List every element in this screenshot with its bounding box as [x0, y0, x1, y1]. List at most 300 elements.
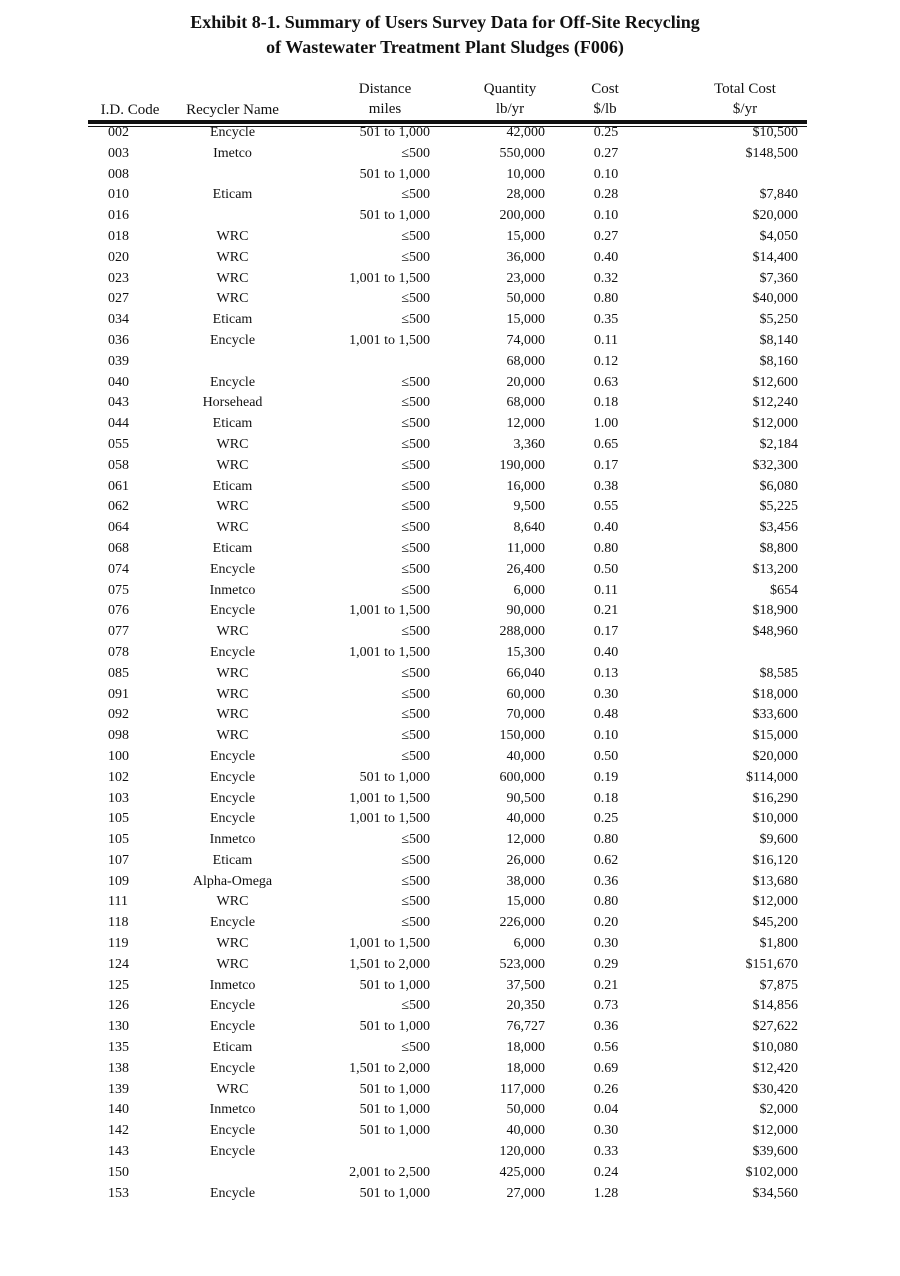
- cell-cost: 0.50: [593, 748, 619, 764]
- cell-quantity: 70,000: [506, 707, 545, 723]
- cell-recycler-name: WRC: [216, 291, 249, 307]
- cell-distance: 1,001 to 1,500: [349, 790, 430, 806]
- cell-id-code: 078: [108, 644, 129, 660]
- cell-distance: ≤500: [401, 852, 430, 868]
- cell-distance: ≤500: [401, 873, 430, 889]
- cell-distance: ≤500: [401, 582, 430, 598]
- cell-cost: 0.36: [593, 1019, 619, 1035]
- cell-cost: 0.55: [593, 499, 619, 515]
- cell-id-code: 023: [108, 270, 129, 286]
- cell-distance: ≤500: [401, 520, 430, 536]
- cell-recycler-name: WRC: [216, 436, 249, 452]
- cell-id-code: 044: [108, 416, 129, 432]
- cell-total-cost: $15,000: [752, 728, 798, 744]
- table-row: [0, 393, 900, 414]
- cell-cost: 0.30: [593, 936, 619, 952]
- cell-quantity: 15,000: [506, 312, 545, 328]
- cell-cost: 0.29: [593, 956, 619, 972]
- cell-distance: 501 to 1,000: [359, 769, 430, 785]
- cell-cost: 0.19: [593, 769, 619, 785]
- table-row: [0, 581, 900, 602]
- cell-total-cost: $20,000: [752, 748, 798, 764]
- cell-total-cost: $14,856: [752, 998, 798, 1014]
- cell-recycler-name: Encycle: [209, 1144, 256, 1160]
- cell-id-code: 119: [108, 936, 129, 952]
- table-row: [0, 435, 900, 456]
- cell-cost: 0.69: [593, 1060, 619, 1076]
- header-total-cost-unit: $/yr: [732, 101, 758, 117]
- header-cost-unit: $/lb: [593, 101, 617, 117]
- cell-quantity: 425,000: [499, 1164, 545, 1180]
- cell-cost: 0.12: [593, 353, 619, 369]
- cell-id-code: 126: [108, 998, 129, 1014]
- cell-quantity: 600,000: [499, 769, 545, 785]
- header-recycler-name: Recycler Name: [186, 102, 279, 118]
- cell-id-code: 107: [108, 852, 129, 868]
- cell-id-code: 002: [108, 125, 129, 140]
- cell-id-code: 010: [108, 187, 129, 203]
- cell-recycler-name: WRC: [216, 249, 249, 265]
- cell-id-code: 027: [108, 291, 129, 307]
- cell-id-code: 008: [108, 166, 129, 182]
- cell-distance: 501 to 1,000: [359, 125, 430, 140]
- cell-recycler-name: WRC: [216, 956, 249, 972]
- cell-total-cost: $10,080: [752, 1040, 798, 1056]
- cell-recycler-name: Eticam: [212, 852, 253, 868]
- cell-distance: ≤500: [401, 998, 430, 1014]
- cell-id-code: 068: [108, 540, 129, 556]
- cell-quantity: 190,000: [499, 457, 545, 473]
- table-row: [0, 643, 900, 664]
- table-row: [0, 477, 900, 498]
- cell-quantity: 12,000: [506, 832, 545, 848]
- cell-recycler-name: Encycle: [209, 769, 256, 785]
- cell-id-code: 018: [108, 228, 129, 244]
- cell-total-cost: $34,560: [752, 1185, 798, 1201]
- cell-recycler-name: Alpha-Omega: [192, 873, 273, 889]
- cell-cost: 0.80: [593, 540, 619, 556]
- table-row: [0, 497, 900, 518]
- cell-recycler-name: Imetco: [213, 145, 252, 161]
- cell-cost: 0.80: [593, 291, 619, 307]
- cell-recycler-name: Eticam: [212, 187, 253, 203]
- table-row: [0, 1184, 900, 1205]
- cell-id-code: 075: [108, 582, 129, 598]
- cell-quantity: 20,350: [506, 998, 545, 1014]
- cell-distance: ≤500: [401, 707, 430, 723]
- cell-distance: ≤500: [401, 312, 430, 328]
- cell-distance: 501 to 1,000: [359, 1102, 430, 1118]
- cell-cost: 0.17: [593, 457, 619, 473]
- cell-quantity: 37,500: [506, 977, 545, 993]
- cell-quantity: 12,000: [506, 416, 545, 432]
- table-row: [0, 996, 900, 1017]
- cell-cost: 0.18: [593, 790, 619, 806]
- table-row: [0, 560, 900, 581]
- cell-total-cost: $30,420: [752, 1081, 798, 1097]
- table-row: [0, 227, 900, 248]
- cell-distance: 501 to 1,000: [359, 977, 430, 993]
- cell-total-cost: $18,900: [752, 603, 798, 619]
- cell-distance: ≤500: [401, 416, 430, 432]
- cell-id-code: 125: [108, 977, 129, 993]
- cell-recycler-name: Encycle: [209, 915, 256, 931]
- cell-cost: 0.63: [593, 374, 619, 390]
- cell-cost: 0.65: [593, 436, 619, 452]
- cell-total-cost: $102,000: [745, 1164, 798, 1180]
- cell-total-cost: $18,000: [752, 686, 798, 702]
- cell-distance: ≤500: [401, 748, 430, 764]
- cell-cost: 1.28: [593, 1185, 619, 1201]
- cell-quantity: 40,000: [506, 748, 545, 764]
- cell-recycler-name: WRC: [216, 686, 249, 702]
- table-row: [0, 809, 900, 830]
- cell-distance: ≤500: [401, 686, 430, 702]
- cell-total-cost: $10,000: [752, 811, 798, 827]
- cell-quantity: 40,000: [506, 811, 545, 827]
- cell-quantity: 9,500: [513, 499, 545, 515]
- cell-id-code: 130: [108, 1019, 129, 1035]
- cell-recycler-name: Eticam: [212, 478, 253, 494]
- cell-id-code: 140: [108, 1102, 129, 1118]
- table-row: [0, 185, 900, 206]
- table-row: [0, 851, 900, 872]
- cell-recycler-name: Encycle: [209, 1123, 256, 1139]
- cell-distance: ≤500: [401, 499, 430, 515]
- table-row: [0, 955, 900, 976]
- cell-cost: 0.30: [593, 686, 619, 702]
- cell-cost: 0.25: [593, 125, 619, 140]
- table-row: [0, 726, 900, 747]
- cell-recycler-name: WRC: [216, 1081, 249, 1097]
- cell-distance: 501 to 1,000: [359, 1081, 430, 1097]
- cell-distance: ≤500: [401, 894, 430, 910]
- cell-id-code: 016: [108, 208, 129, 224]
- cell-total-cost: $5,225: [759, 499, 798, 515]
- cell-distance: 1,501 to 2,000: [349, 1060, 430, 1076]
- cell-total-cost: $40,000: [752, 291, 798, 307]
- cell-id-code: 109: [108, 873, 129, 889]
- cell-id-code: 040: [108, 374, 129, 390]
- cell-quantity: 288,000: [499, 624, 545, 640]
- cell-quantity: 18,000: [506, 1060, 545, 1076]
- cell-cost: 0.30: [593, 1123, 619, 1139]
- cell-recycler-name: Encycle: [209, 561, 256, 577]
- cell-cost: 0.04: [593, 1102, 619, 1118]
- cell-cost: 0.27: [593, 145, 619, 161]
- table-row: [0, 373, 900, 394]
- cell-cost: 0.21: [593, 977, 619, 993]
- cell-distance: ≤500: [401, 395, 430, 411]
- table-row: [0, 1100, 900, 1121]
- cell-id-code: 034: [108, 312, 129, 328]
- cell-distance: ≤500: [401, 561, 430, 577]
- table-row: [0, 269, 900, 290]
- cell-total-cost: $148,500: [745, 145, 798, 161]
- cell-distance: 1,001 to 1,500: [349, 332, 430, 348]
- cell-quantity: 15,300: [506, 644, 545, 660]
- cell-quantity: 60,000: [506, 686, 545, 702]
- cell-quantity: 26,400: [506, 561, 545, 577]
- cell-quantity: 23,000: [506, 270, 545, 286]
- cell-recycler-name: WRC: [216, 728, 249, 744]
- cell-total-cost: $27,622: [752, 1019, 798, 1035]
- cell-quantity: 120,000: [499, 1144, 545, 1160]
- header-cost-line-1: Cost: [591, 81, 619, 97]
- cell-quantity: 38,000: [506, 873, 545, 889]
- table-row: [0, 1142, 900, 1163]
- cell-quantity: 50,000: [506, 291, 545, 307]
- cell-recycler-name: Inmetco: [209, 977, 256, 993]
- cell-cost: 0.10: [593, 166, 619, 182]
- cell-recycler-name: Encycle: [209, 374, 256, 390]
- table-body: [0, 123, 900, 1204]
- header-distance-unit: miles: [368, 101, 402, 117]
- cell-distance: 501 to 1,000: [359, 1019, 430, 1035]
- cell-id-code: 143: [108, 1144, 129, 1160]
- cell-quantity: 11,000: [507, 540, 545, 556]
- cell-cost: 0.21: [593, 603, 619, 619]
- cell-total-cost: $3,456: [759, 520, 798, 536]
- cell-cost: 0.80: [593, 832, 619, 848]
- cell-cost: 0.62: [593, 852, 619, 868]
- cell-quantity: 74,000: [506, 332, 545, 348]
- cell-quantity: 20,000: [506, 374, 545, 390]
- cell-distance: ≤500: [401, 832, 430, 848]
- cell-quantity: 117,000: [500, 1081, 545, 1097]
- cell-quantity: 90,000: [506, 603, 545, 619]
- table-row: [0, 601, 900, 622]
- table-row: [0, 976, 900, 997]
- cell-quantity: 90,500: [506, 790, 545, 806]
- cell-id-code: 043: [108, 395, 129, 411]
- cell-id-code: 098: [108, 728, 129, 744]
- cell-recycler-name: Inmetco: [209, 1102, 256, 1118]
- cell-cost: 0.40: [593, 644, 619, 660]
- cell-total-cost: $20,000: [752, 208, 798, 224]
- cell-cost: 0.35: [593, 312, 619, 328]
- table-row: [0, 456, 900, 477]
- cell-total-cost: $7,875: [759, 977, 798, 993]
- cell-id-code: 064: [108, 520, 129, 536]
- cell-cost: 0.18: [593, 395, 619, 411]
- cell-distance: 501 to 1,000: [359, 1123, 430, 1139]
- cell-quantity: 6,000: [513, 582, 545, 598]
- cell-distance: 1,501 to 2,000: [349, 956, 430, 972]
- cell-quantity: 40,000: [506, 1123, 545, 1139]
- cell-recycler-name: Encycle: [209, 603, 256, 619]
- cell-recycler-name: Eticam: [212, 416, 253, 432]
- cell-cost: 0.24: [593, 1164, 619, 1180]
- cell-cost: 1.00: [593, 416, 619, 432]
- cell-distance: 2,001 to 2,500: [349, 1164, 430, 1180]
- cell-cost: 0.33: [593, 1144, 619, 1160]
- cell-cost: 0.73: [593, 998, 619, 1014]
- cell-recycler-name: WRC: [216, 624, 249, 640]
- cell-recycler-name: WRC: [216, 499, 249, 515]
- cell-quantity: 226,000: [499, 915, 545, 931]
- cell-cost: 0.13: [593, 665, 619, 681]
- cell-recycler-name: WRC: [216, 457, 249, 473]
- cell-id-code: 135: [108, 1040, 129, 1056]
- cell-quantity: 550,000: [499, 145, 545, 161]
- cell-cost: 0.11: [594, 582, 618, 598]
- cell-quantity: 8,640: [513, 520, 545, 536]
- header-total-cost: [697, 79, 793, 119]
- cell-cost: 0.56: [593, 1040, 619, 1056]
- cell-cost: 0.80: [593, 894, 619, 910]
- cell-distance: 1,001 to 1,500: [349, 270, 430, 286]
- cell-distance: 1,001 to 1,500: [349, 811, 430, 827]
- cell-recycler-name: Encycle: [209, 811, 256, 827]
- table-row: [0, 1121, 900, 1142]
- cell-total-cost: $12,000: [752, 894, 798, 910]
- cell-recycler-name: WRC: [216, 707, 249, 723]
- cell-recycler-name: WRC: [216, 936, 249, 952]
- cell-quantity: 523,000: [499, 956, 545, 972]
- cell-id-code: 036: [108, 332, 129, 348]
- cell-quantity: 10,000: [506, 166, 545, 182]
- cell-id-code: 058: [108, 457, 129, 473]
- cell-distance: ≤500: [401, 624, 430, 640]
- cell-total-cost: $13,200: [752, 561, 798, 577]
- cell-total-cost: $10,500: [752, 125, 798, 140]
- cell-cost: 0.48: [593, 707, 619, 723]
- cell-id-code: 055: [108, 436, 129, 452]
- cell-cost: 0.20: [593, 915, 619, 931]
- cell-cost: 0.10: [593, 728, 619, 744]
- table-row: [0, 685, 900, 706]
- exhibit-title: [0, 10, 890, 60]
- cell-total-cost: $8,800: [759, 540, 798, 556]
- cell-quantity: 16,000: [506, 478, 545, 494]
- header-distance: [340, 79, 430, 119]
- table-row: [0, 789, 900, 810]
- table-row: [0, 622, 900, 643]
- cell-id-code: 124: [108, 956, 129, 972]
- cell-id-code: 102: [108, 769, 129, 785]
- cell-id-code: 085: [108, 665, 129, 681]
- cell-id-code: 153: [108, 1185, 129, 1201]
- cell-id-code: 103: [108, 790, 129, 806]
- table-row: [0, 747, 900, 768]
- table-row: [0, 289, 900, 310]
- cell-id-code: 138: [108, 1060, 129, 1076]
- header-distance-line-1: Distance: [358, 81, 412, 97]
- cell-quantity: 27,000: [506, 1185, 545, 1201]
- cell-recycler-name: Eticam: [212, 1040, 253, 1056]
- table-row: [0, 331, 900, 352]
- cell-quantity: 36,000: [506, 249, 545, 265]
- cell-total-cost: $12,240: [752, 395, 798, 411]
- table-row: [0, 518, 900, 539]
- table-row: [0, 892, 900, 913]
- cell-distance: ≤500: [401, 187, 430, 203]
- cell-distance: 1,001 to 1,500: [349, 603, 430, 619]
- cell-total-cost: $12,420: [752, 1060, 798, 1076]
- header-cost: [580, 79, 630, 119]
- table-row: [0, 144, 900, 165]
- table-row: [0, 934, 900, 955]
- table-row: [0, 705, 900, 726]
- cell-id-code: 105: [108, 811, 129, 827]
- cell-total-cost: $114,000: [746, 769, 798, 785]
- cell-total-cost: $4,050: [759, 228, 798, 244]
- cell-recycler-name: WRC: [216, 665, 249, 681]
- cell-quantity: 26,000: [506, 852, 545, 868]
- cell-total-cost: $8,160: [759, 353, 798, 369]
- cell-id-code: 111: [108, 894, 128, 910]
- table-row: [0, 872, 900, 893]
- cell-cost: 0.50: [593, 561, 619, 577]
- cell-distance: ≤500: [401, 540, 430, 556]
- cell-cost: 0.38: [593, 478, 619, 494]
- cell-cost: 0.10: [593, 208, 619, 224]
- cell-cost: 0.25: [593, 811, 619, 827]
- cell-quantity: 6,000: [513, 936, 545, 952]
- cell-quantity: 50,000: [506, 1102, 545, 1118]
- table-row: [0, 830, 900, 851]
- table-row: [0, 123, 900, 144]
- cell-recycler-name: WRC: [216, 228, 249, 244]
- cell-distance: ≤500: [401, 249, 430, 265]
- header-quantity-unit: lb/yr: [495, 101, 525, 117]
- cell-total-cost: $12,000: [752, 416, 798, 432]
- cell-recycler-name: Encycle: [209, 644, 256, 660]
- cell-total-cost: $8,585: [759, 665, 798, 681]
- cell-total-cost: $13,680: [752, 873, 798, 889]
- cell-total-cost: $32,300: [752, 457, 798, 473]
- cell-total-cost: $7,840: [759, 187, 798, 203]
- cell-quantity: 68,000: [506, 353, 545, 369]
- cell-total-cost: $1,800: [759, 936, 798, 952]
- cell-total-cost: $14,400: [752, 249, 798, 265]
- cell-recycler-name: Encycle: [209, 998, 256, 1014]
- header-total-cost-line-1: Total Cost: [714, 81, 776, 97]
- cell-id-code: 003: [108, 145, 129, 161]
- cell-quantity: 3,360: [513, 436, 545, 452]
- cell-quantity: 150,000: [499, 728, 545, 744]
- header-quantity: [472, 79, 548, 119]
- table-row: [0, 1163, 900, 1184]
- header-id-code: I.D. Code: [100, 102, 160, 118]
- cell-id-code: 076: [108, 603, 129, 619]
- cell-distance: ≤500: [401, 1040, 430, 1056]
- cell-id-code: 020: [108, 249, 129, 265]
- cell-total-cost: $12,000: [752, 1123, 798, 1139]
- cell-cost: 0.36: [593, 873, 619, 889]
- cell-total-cost: $45,200: [752, 915, 798, 931]
- cell-quantity: 66,040: [506, 665, 545, 681]
- cell-distance: ≤500: [401, 228, 430, 244]
- cell-total-cost: $151,670: [745, 956, 798, 972]
- cell-distance: ≤500: [401, 457, 430, 473]
- cell-total-cost: $5,250: [759, 312, 798, 328]
- cell-distance: 501 to 1,000: [359, 166, 430, 182]
- cell-quantity: 200,000: [499, 208, 545, 224]
- table-row: [0, 352, 900, 373]
- cell-total-cost: $9,600: [759, 832, 798, 848]
- cell-id-code: 100: [108, 748, 129, 764]
- cell-recycler-name: WRC: [216, 894, 249, 910]
- cell-total-cost: $12,600: [752, 374, 798, 390]
- cell-total-cost: $6,080: [759, 478, 798, 494]
- cell-recycler-name: Encycle: [209, 790, 256, 806]
- cell-quantity: 28,000: [506, 187, 545, 203]
- cell-distance: 501 to 1,000: [359, 1185, 430, 1201]
- cell-distance: ≤500: [401, 436, 430, 452]
- cell-total-cost: $2,000: [759, 1102, 798, 1118]
